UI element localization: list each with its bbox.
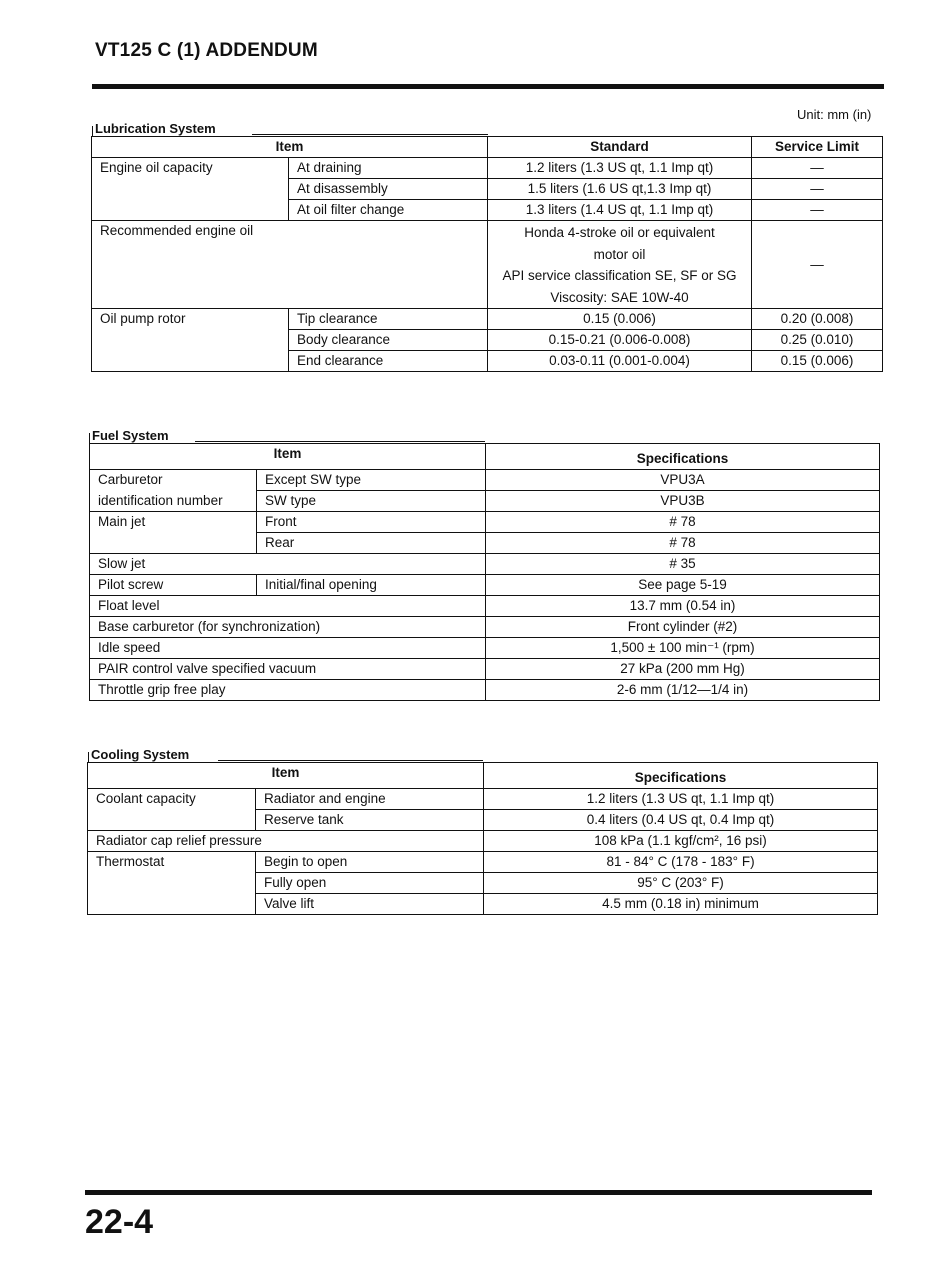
pilot-sub: Initial/final opening	[257, 575, 486, 596]
slow-jet-label: Slow jet	[90, 554, 486, 575]
at-disassembly-std: 1.5 liters (1.6 US qt,1.3 Imp qt)	[488, 179, 752, 200]
end-limit: 0.15 (0.006)	[752, 351, 883, 372]
pilot-label: Pilot screw	[90, 575, 257, 596]
rec-oil-line: API service classification SE, SF or SG	[502, 268, 737, 283]
idle-label: Idle speed	[90, 638, 486, 659]
pair-label: PAIR control valve specified vacuum	[90, 659, 486, 680]
table-row	[90, 596, 880, 617]
at-filter: At oil filter change	[289, 200, 488, 221]
throttle-label: Throttle grip free play	[90, 680, 486, 701]
header-specifications: Specifications	[486, 444, 880, 470]
fuel-title: Fuel System	[92, 428, 169, 443]
rec-oil-limit: —	[752, 221, 883, 309]
end-clearance: End clearance	[289, 351, 488, 372]
carb-label: Carburetor	[90, 470, 257, 491]
header-rule	[92, 84, 884, 89]
tip-limit: 0.20 (0.008)	[752, 309, 883, 330]
tip-std: 0.15 (0.006)	[488, 309, 752, 330]
table-row	[92, 221, 883, 309]
rad-eng-label: Radiator and engine	[256, 789, 484, 810]
section-bracket	[89, 433, 90, 443]
table-row	[90, 444, 880, 470]
rear-label: Rear	[257, 533, 486, 554]
table-row	[92, 137, 883, 158]
table-row	[90, 575, 880, 596]
cap-spec: 108 kPa (1.1 kgf/cm², 16 psi)	[484, 831, 878, 852]
table-row	[90, 659, 880, 680]
table-row	[90, 512, 880, 533]
end-std: 0.03-0.11 (0.001-0.004)	[488, 351, 752, 372]
lubrication-title: Lubrication System	[95, 121, 216, 136]
table-row	[90, 680, 880, 701]
float-spec: 13.7 mm (0.54 in)	[486, 596, 880, 617]
body-clearance: Body clearance	[289, 330, 488, 351]
page-number: 22-4	[85, 1203, 154, 1241]
header-item: Item	[88, 763, 484, 789]
pair-spec: 27 kPa (200 mm Hg)	[486, 659, 880, 680]
oil-pump-label: Oil pump rotor	[92, 309, 289, 372]
footer-rule	[85, 1190, 872, 1195]
at-disassembly: At disassembly	[289, 179, 488, 200]
table-row	[92, 309, 883, 330]
at-disassembly-limit: —	[752, 179, 883, 200]
table-row	[90, 554, 880, 575]
main-jet-label: Main jet	[90, 512, 257, 554]
rec-oil-line: Honda 4-stroke oil or equivalent	[524, 225, 715, 240]
begin-spec: 81 - 84° C (178 - 183° F)	[484, 852, 878, 873]
float-label: Float level	[90, 596, 486, 617]
at-filter-std: 1.3 liters (1.4 US qt, 1.1 Imp qt)	[488, 200, 752, 221]
rec-oil-spec	[488, 221, 752, 309]
at-draining-std: 1.2 liters (1.3 US qt, 1.1 Imp qt)	[488, 158, 752, 179]
except-sw-spec: VPU3A	[486, 470, 880, 491]
tip-clearance: Tip clearance	[289, 309, 488, 330]
oil-capacity-label: Engine oil capacity	[92, 158, 289, 221]
thermostat-label: Thermostat	[88, 852, 256, 915]
rec-oil-label: Recommended engine oil	[92, 221, 488, 309]
section-line	[195, 441, 485, 442]
rec-oil-line: Viscosity: SAE 10W-40	[550, 289, 689, 305]
front-label: Front	[257, 512, 486, 533]
slow-jet-spec: # 35	[486, 554, 880, 575]
rec-oil-line: motor oil	[593, 246, 646, 262]
at-draining: At draining	[289, 158, 488, 179]
sw-spec: VPU3B	[486, 491, 880, 512]
rear-spec: # 78	[486, 533, 880, 554]
cooling-table	[87, 762, 878, 915]
idle-spec: 1,500 ± 100 min⁻¹ (rpm)	[486, 638, 880, 659]
table-row	[90, 470, 880, 491]
header-item: Item	[90, 444, 486, 470]
table-row	[90, 638, 880, 659]
header-standard: Standard	[488, 137, 752, 158]
section-bracket	[92, 126, 93, 136]
section-line	[252, 134, 488, 135]
section-bracket	[88, 752, 89, 762]
fully-label: Fully open	[256, 873, 484, 894]
base-carb-label: Base carburetor (for synchronization)	[90, 617, 486, 638]
coolant-label: Coolant capacity	[88, 789, 256, 831]
sw-type: SW type	[257, 491, 486, 512]
pilot-spec: See page 5-19	[486, 575, 880, 596]
at-draining-limit: —	[752, 158, 883, 179]
at-filter-limit: —	[752, 200, 883, 221]
begin-label: Begin to open	[256, 852, 484, 873]
body-limit: 0.25 (0.010)	[752, 330, 883, 351]
body-std: 0.15-0.21 (0.006-0.008)	[488, 330, 752, 351]
table-row	[90, 491, 880, 512]
base-carb-spec: Front cylinder (#2)	[486, 617, 880, 638]
section-line	[218, 760, 483, 761]
reserve-spec: 0.4 liters (0.4 US qt, 0.4 Imp qt)	[484, 810, 878, 831]
table-row	[88, 852, 878, 873]
throttle-spec: 2-6 mm (1/12—1/4 in)	[486, 680, 880, 701]
header-service-limit: Service Limit	[752, 137, 883, 158]
cooling-title: Cooling System	[91, 747, 190, 762]
lift-label: Valve lift	[256, 894, 484, 915]
lift-spec: 4.5 mm (0.18 in) minimum	[484, 894, 878, 915]
header-specifications: Specifications	[484, 763, 878, 789]
cap-label: Radiator cap relief pressure	[88, 831, 484, 852]
rad-eng-spec: 1.2 liters (1.3 US qt, 1.1 Imp qt)	[484, 789, 878, 810]
carb-label: identification number	[90, 491, 257, 512]
unit-note: Unit: mm (in)	[797, 107, 872, 122]
table-row	[90, 617, 880, 638]
table-row	[92, 158, 883, 179]
fuel-table	[89, 443, 880, 701]
except-sw: Except SW type	[257, 470, 486, 491]
header-item: Item	[92, 137, 488, 158]
fully-spec: 95° C (203° F)	[484, 873, 878, 894]
table-row	[88, 789, 878, 810]
table-row	[88, 763, 878, 789]
page-title: VT125 C (1) ADDENDUM	[95, 40, 318, 61]
table-row	[88, 831, 878, 852]
reserve-label: Reserve tank	[256, 810, 484, 831]
front-spec: # 78	[486, 512, 880, 533]
lubrication-table	[91, 136, 883, 372]
